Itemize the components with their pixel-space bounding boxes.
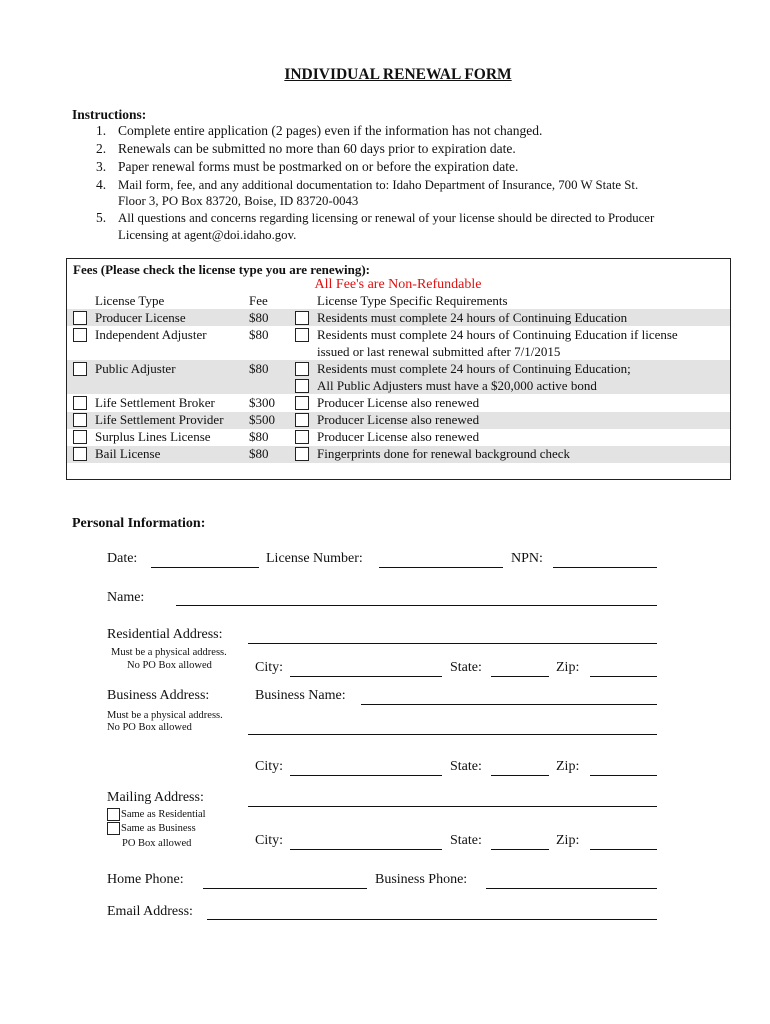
license-fee: $80	[249, 327, 269, 342]
npn-label: NPN:	[511, 551, 543, 566]
fees-heading: Fees (Please check the license type you are renewing):	[73, 262, 371, 277]
license-checkbox[interactable]	[73, 447, 87, 461]
col-header-license-type: License Type	[95, 293, 165, 308]
business-phone-label: Business Phone:	[375, 872, 468, 887]
instruction-number: 1.	[96, 123, 107, 138]
city-label: City:	[255, 833, 284, 848]
same-as-residential-label: Same as Residential	[121, 809, 206, 820]
instruction-text: Renewals can be submitted no more than 60 days prior to expiration date.	[118, 141, 516, 156]
same-as-business-label: Same as Business	[121, 823, 196, 834]
zip-label: Zip:	[556, 660, 580, 675]
instruction-number: 5.	[96, 210, 107, 225]
requirement-checkbox[interactable]	[295, 311, 309, 325]
non-refundable-notice: All Fee's are Non-Refundable	[314, 277, 482, 292]
license-fee: $80	[249, 429, 269, 444]
residential-zip-field[interactable]	[590, 676, 657, 677]
license-number-label: License Number:	[266, 551, 363, 566]
email-field[interactable]	[207, 919, 657, 920]
home-phone-field[interactable]	[203, 888, 367, 889]
residential-note: Must be a physical address.	[111, 647, 227, 658]
po-box-allowed-note: PO Box allowed	[122, 838, 192, 849]
business-zip-field[interactable]	[590, 775, 657, 776]
license-fee: $80	[249, 446, 269, 461]
license-checkbox[interactable]	[73, 362, 87, 376]
residential-address-field[interactable]	[248, 643, 657, 644]
business-state-field[interactable]	[491, 775, 549, 776]
instruction-text: All questions and concerns regarding licensing or renewal of your license should be directed to Producer	[118, 211, 655, 225]
business-phone-field[interactable]	[486, 888, 657, 889]
city-label: City:	[255, 759, 284, 774]
instruction-text: Paper renewal forms must be postmarked on or before the expiration date.	[118, 159, 519, 174]
license-type: Producer License	[95, 310, 186, 325]
residential-note: No PO Box allowed	[127, 660, 212, 671]
state-label: State:	[450, 759, 482, 774]
instruction-number: 2.	[96, 141, 107, 156]
instruction-text: Floor 3, PO Box 83720, Boise, ID 83720-0043	[118, 194, 359, 208]
mailing-zip-field[interactable]	[590, 849, 657, 850]
requirement-checkbox[interactable]	[295, 413, 309, 427]
requirement-checkbox[interactable]	[295, 447, 309, 461]
license-checkbox[interactable]	[73, 413, 87, 427]
npn-field[interactable]	[553, 567, 657, 568]
instruction-text: Licensing at agent@doi.idaho.gov.	[118, 228, 297, 242]
residential-state-field[interactable]	[491, 676, 549, 677]
name-label: Name:	[107, 590, 145, 605]
residential-address-label: Residential Address:	[107, 627, 223, 642]
license-type: Life Settlement Broker	[95, 395, 215, 410]
residential-city-field[interactable]	[290, 676, 442, 677]
license-fee: $300	[249, 395, 275, 410]
requirement-text: Residents must complete 24 hours of Continuing Education;	[317, 361, 631, 376]
license-checkbox[interactable]	[73, 430, 87, 444]
requirement-text: Producer License also renewed	[317, 429, 480, 444]
license-checkbox[interactable]	[73, 396, 87, 410]
mailing-address-field[interactable]	[248, 806, 657, 807]
instruction-number: 3.	[96, 159, 107, 174]
zip-label: Zip:	[556, 759, 580, 774]
personal-info-heading: Personal Information:	[72, 516, 206, 531]
requirement-text: Producer License also renewed	[317, 395, 480, 410]
requirement-text: Fingerprints done for renewal background check	[317, 446, 571, 461]
requirement-checkbox[interactable]	[295, 328, 309, 342]
license-fee: $80	[249, 361, 269, 376]
requirement-text: Producer License also renewed	[317, 412, 480, 427]
license-checkbox[interactable]	[73, 311, 87, 325]
license-number-field[interactable]	[379, 567, 503, 568]
license-type: Public Adjuster	[95, 361, 176, 376]
requirement-text: Residents must complete 24 hours of Continuing Education if license	[317, 327, 678, 342]
license-fee: $500	[249, 412, 275, 427]
date-label: Date:	[107, 551, 138, 566]
requirement-text: issued or last renewal submitted after 7/1/2015	[317, 344, 561, 359]
email-label: Email Address:	[107, 904, 193, 919]
mailing-address-label: Mailing Address:	[107, 790, 204, 805]
instruction-number: 4.	[96, 177, 107, 192]
state-label: State:	[450, 660, 482, 675]
business-address-field[interactable]	[248, 734, 657, 735]
business-note: No PO Box allowed	[107, 722, 192, 733]
requirement-checkbox[interactable]	[295, 379, 309, 393]
requirement-checkbox[interactable]	[295, 430, 309, 444]
business-name-field[interactable]	[361, 704, 657, 705]
license-type: Independent Adjuster	[95, 327, 207, 342]
requirement-checkbox[interactable]	[295, 396, 309, 410]
form-title: INDIVIDUAL RENEWAL FORM	[284, 66, 512, 83]
business-address-label: Business Address:	[107, 688, 210, 703]
name-field[interactable]	[176, 605, 657, 606]
mailing-state-field[interactable]	[491, 849, 549, 850]
instruction-text: Mail form, fee, and any additional documentation to: Idaho Department of Insurance, 700 W State St.	[118, 178, 639, 192]
requirement-text: All Public Adjusters must have a $20,000 active bond	[317, 378, 597, 393]
date-field[interactable]	[151, 567, 259, 568]
zip-label: Zip:	[556, 833, 580, 848]
license-type: Life Settlement Provider	[95, 412, 224, 427]
requirement-checkbox[interactable]	[295, 362, 309, 376]
business-city-field[interactable]	[290, 775, 442, 776]
city-label: City:	[255, 660, 284, 675]
col-header-fee: Fee	[249, 293, 268, 308]
instructions-heading: Instructions:	[72, 107, 147, 122]
mailing-city-field[interactable]	[290, 849, 442, 850]
col-header-requirements: License Type Specific Requirements	[317, 293, 508, 308]
home-phone-label: Home Phone:	[107, 872, 184, 887]
license-fee: $80	[249, 310, 269, 325]
license-checkbox[interactable]	[73, 328, 87, 342]
state-label: State:	[450, 833, 482, 848]
same-as-residential-checkbox[interactable]	[107, 808, 120, 821]
instruction-text: Complete entire application (2 pages) even if the information has not changed.	[118, 123, 543, 138]
business-note: Must be a physical address.	[107, 710, 223, 721]
license-type: Bail License	[95, 446, 161, 461]
license-type: Surplus Lines License	[95, 429, 211, 444]
requirement-text: Residents must complete 24 hours of Continuing Education	[317, 310, 628, 325]
same-as-business-checkbox[interactable]	[107, 822, 120, 835]
business-name-label: Business Name:	[255, 688, 346, 703]
